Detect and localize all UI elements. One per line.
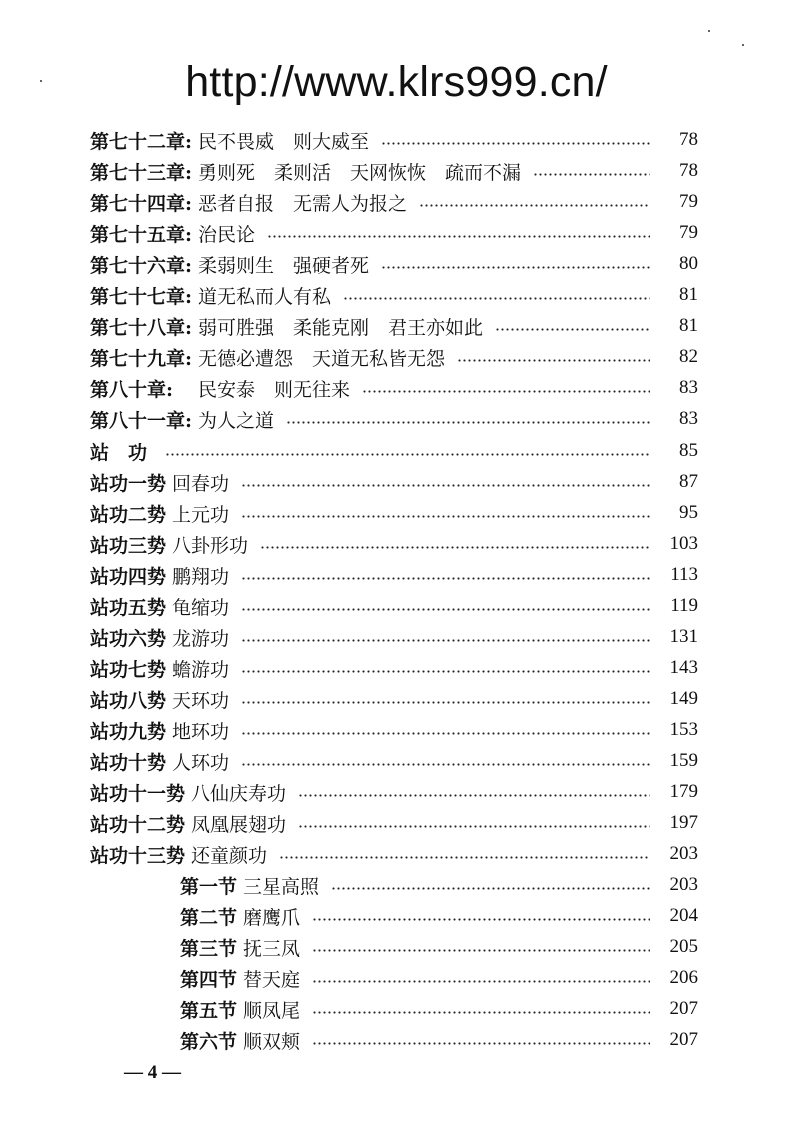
toc-page-number: 153 <box>669 719 698 740</box>
dot-leader <box>260 546 650 549</box>
toc-chapter-label: 站功六势 <box>90 627 167 650</box>
toc-entry <box>180 902 698 930</box>
toc-chapter-label: 站功八势 <box>90 689 167 712</box>
dot-leader <box>362 390 650 393</box>
toc-entry <box>90 157 698 185</box>
toc-page-number: 85 <box>679 440 698 461</box>
toc-title: 弱可胜强 柔能克刚 君王亦如此 <box>198 316 484 339</box>
dot-leader <box>241 732 650 735</box>
watermark-url: http://www.klrs999.cn/ <box>185 58 608 106</box>
toc-page-number: 78 <box>679 129 698 150</box>
dot-leader <box>241 515 650 518</box>
toc-page-number: 119 <box>670 595 698 616</box>
toc-title: 龟缩功 <box>172 596 230 619</box>
toc-title: 顺凤尾 <box>243 999 301 1022</box>
toc-page-number: 149 <box>669 688 698 709</box>
toc-page-number: 82 <box>679 346 698 367</box>
dot-leader <box>457 359 650 362</box>
toc-title: 天环功 <box>172 689 230 712</box>
toc-chapter-label: 站功十一势 <box>90 782 186 805</box>
toc-entry <box>90 468 698 496</box>
toc-title: 无德必遭怨 天道无私皆无怨 <box>198 347 446 370</box>
toc-title: 蟾游功 <box>172 658 230 681</box>
toc-page-number: 80 <box>679 253 698 274</box>
toc-page-number: 87 <box>679 471 698 492</box>
toc-title: 柔弱则生 强硬者死 <box>198 254 370 277</box>
dot-leader <box>312 949 650 952</box>
toc-chapter-label: 站功一势 <box>90 472 167 495</box>
scan-speck <box>40 80 42 82</box>
toc-title: 道无私而人有私 <box>198 285 332 308</box>
dot-leader <box>267 235 650 238</box>
toc-entry <box>180 995 698 1023</box>
toc-page-number: 103 <box>669 533 698 554</box>
toc-chapter-label: 第七十四章: <box>90 192 193 215</box>
toc-title: 凤凰展翅功 <box>191 813 287 836</box>
toc-entry <box>90 623 698 651</box>
toc-entry <box>90 437 698 465</box>
toc-page-number: 205 <box>669 936 698 957</box>
toc-entry <box>180 871 698 899</box>
toc-page-number: 206 <box>669 967 698 988</box>
toc-page-number: 179 <box>669 781 698 802</box>
toc-chapter-label: 第六节 <box>180 1030 238 1053</box>
toc-chapter-label: 站功十三势 <box>90 844 186 867</box>
dot-leader <box>241 701 650 704</box>
toc-title: 为人之道 <box>198 409 275 432</box>
toc-chapter-label: 站 功 <box>90 441 148 464</box>
toc-title: 人环功 <box>172 751 230 774</box>
dot-leader <box>241 484 650 487</box>
toc-title: 地环功 <box>172 720 230 743</box>
toc-title: 治民论 <box>198 223 256 246</box>
toc-entry <box>180 933 698 961</box>
toc-entry <box>90 343 698 371</box>
toc-page-number: 131 <box>669 626 698 647</box>
toc-page-number: 203 <box>669 843 698 864</box>
dot-leader <box>286 421 650 424</box>
dot-leader <box>298 825 650 828</box>
dot-leader <box>165 453 650 456</box>
toc-entry <box>180 964 698 992</box>
toc-entry <box>90 809 698 837</box>
dot-leader <box>241 639 650 642</box>
toc-page-number: 81 <box>679 315 698 336</box>
toc-title: 鹏翔功 <box>172 565 230 588</box>
toc-page-number: 207 <box>669 1029 698 1050</box>
toc-entry <box>90 405 698 433</box>
toc-page-number: 83 <box>679 377 698 398</box>
dot-leader <box>241 608 650 611</box>
toc-chapter-label: 第二节 <box>180 906 238 929</box>
toc-entry <box>90 281 698 309</box>
toc-page-number: 197 <box>669 812 698 833</box>
toc-chapter-label: 第七十六章: <box>90 254 193 277</box>
scan-speck <box>742 44 744 46</box>
toc-chapter-label: 第七十八章: <box>90 316 193 339</box>
page-number: — 4 — <box>124 1062 181 1083</box>
dot-leader <box>343 297 650 300</box>
toc-page-number: 143 <box>669 657 698 678</box>
toc-chapter-label: 第五节 <box>180 999 238 1022</box>
toc-entry <box>90 530 698 558</box>
dot-leader <box>312 1042 650 1045</box>
toc-title: 三星高照 <box>243 875 320 898</box>
toc-title: 恶者自报 无需人为报之 <box>198 192 408 215</box>
toc-entry <box>90 716 698 744</box>
dot-leader <box>419 204 650 207</box>
toc-title: 还童颜功 <box>191 844 268 867</box>
dot-leader <box>331 887 650 890</box>
toc-chapter-label: 站功二势 <box>90 503 167 526</box>
toc-chapter-label: 站功十二势 <box>90 813 186 836</box>
toc-page-number: 79 <box>679 222 698 243</box>
toc-entry <box>90 499 698 527</box>
toc-entry <box>90 654 698 682</box>
toc-title: 民安泰 则无往来 <box>179 378 351 401</box>
toc-chapter-label: 站功七势 <box>90 658 167 681</box>
toc-entry <box>90 312 698 340</box>
toc-entry <box>90 561 698 589</box>
dot-leader <box>495 328 650 331</box>
toc-entry <box>90 250 698 278</box>
toc-title: 替天庭 <box>243 968 301 991</box>
dot-leader <box>533 173 650 176</box>
dot-leader <box>312 918 650 921</box>
dot-leader <box>312 1011 650 1014</box>
dot-leader <box>241 670 650 673</box>
toc-chapter-label: 第八十一章: <box>90 409 193 432</box>
toc-title: 磨鹰爪 <box>243 906 301 929</box>
toc-chapter-label: 第七十五章: <box>90 223 193 246</box>
toc-page-number: 204 <box>669 905 698 926</box>
toc-page-number: 79 <box>679 191 698 212</box>
dot-leader <box>381 142 650 145</box>
toc-chapter-label: 第七十九章: <box>90 347 193 370</box>
toc-chapter-label: 站功五势 <box>90 596 167 619</box>
toc-title: 八仙庆寿功 <box>191 782 287 805</box>
toc-entry <box>90 188 698 216</box>
scan-speck <box>708 30 710 32</box>
toc-page-number: 113 <box>670 564 698 585</box>
toc-page-number: 203 <box>669 874 698 895</box>
dot-leader <box>312 980 650 983</box>
toc-chapter-label: 第八十章: <box>90 378 174 401</box>
toc-page-number: 81 <box>679 284 698 305</box>
dot-leader <box>241 577 650 580</box>
toc-entry <box>90 685 698 713</box>
toc-chapter-label: 站功十势 <box>90 751 167 774</box>
toc-title: 龙游功 <box>172 627 230 650</box>
toc-title: 民不畏威 则大威至 <box>198 130 370 153</box>
dot-leader <box>241 763 650 766</box>
toc-chapter-label: 第七十七章: <box>90 285 193 308</box>
toc-title: 抚三凤 <box>243 937 301 960</box>
toc-page-number: 207 <box>669 998 698 1019</box>
toc-page-number: 159 <box>669 750 698 771</box>
toc-entry <box>90 374 698 402</box>
dot-leader <box>279 856 650 859</box>
toc-page-number: 78 <box>679 160 698 181</box>
toc-entry <box>180 1026 698 1054</box>
toc-chapter-label: 站功九势 <box>90 720 167 743</box>
toc-page-number: 83 <box>679 408 698 429</box>
toc-entry <box>90 126 698 154</box>
toc-entry <box>90 592 698 620</box>
dot-leader <box>381 266 650 269</box>
toc-chapter-label: 站功四势 <box>90 565 167 588</box>
toc-entry <box>90 778 698 806</box>
toc-chapter-label: 第三节 <box>180 937 238 960</box>
toc-chapter-label: 第一节 <box>180 875 238 898</box>
toc-title: 上元功 <box>172 503 230 526</box>
toc-entry <box>90 747 698 775</box>
toc-entry <box>90 219 698 247</box>
toc-chapter-label: 第七十二章: <box>90 130 193 153</box>
toc-title: 顺双颊 <box>243 1030 301 1053</box>
toc-title: 八卦形功 <box>172 534 249 557</box>
toc-chapter-label: 第七十三章: <box>90 161 193 184</box>
toc-page-number: 95 <box>679 502 698 523</box>
toc-chapter-label: 站功三势 <box>90 534 167 557</box>
toc-title: 勇则死 柔则活 天网恢恢 疏而不漏 <box>198 161 522 184</box>
toc-entry <box>90 840 698 868</box>
toc-chapter-label: 第四节 <box>180 968 238 991</box>
toc-title: 回春功 <box>172 472 230 495</box>
dot-leader <box>298 794 650 797</box>
